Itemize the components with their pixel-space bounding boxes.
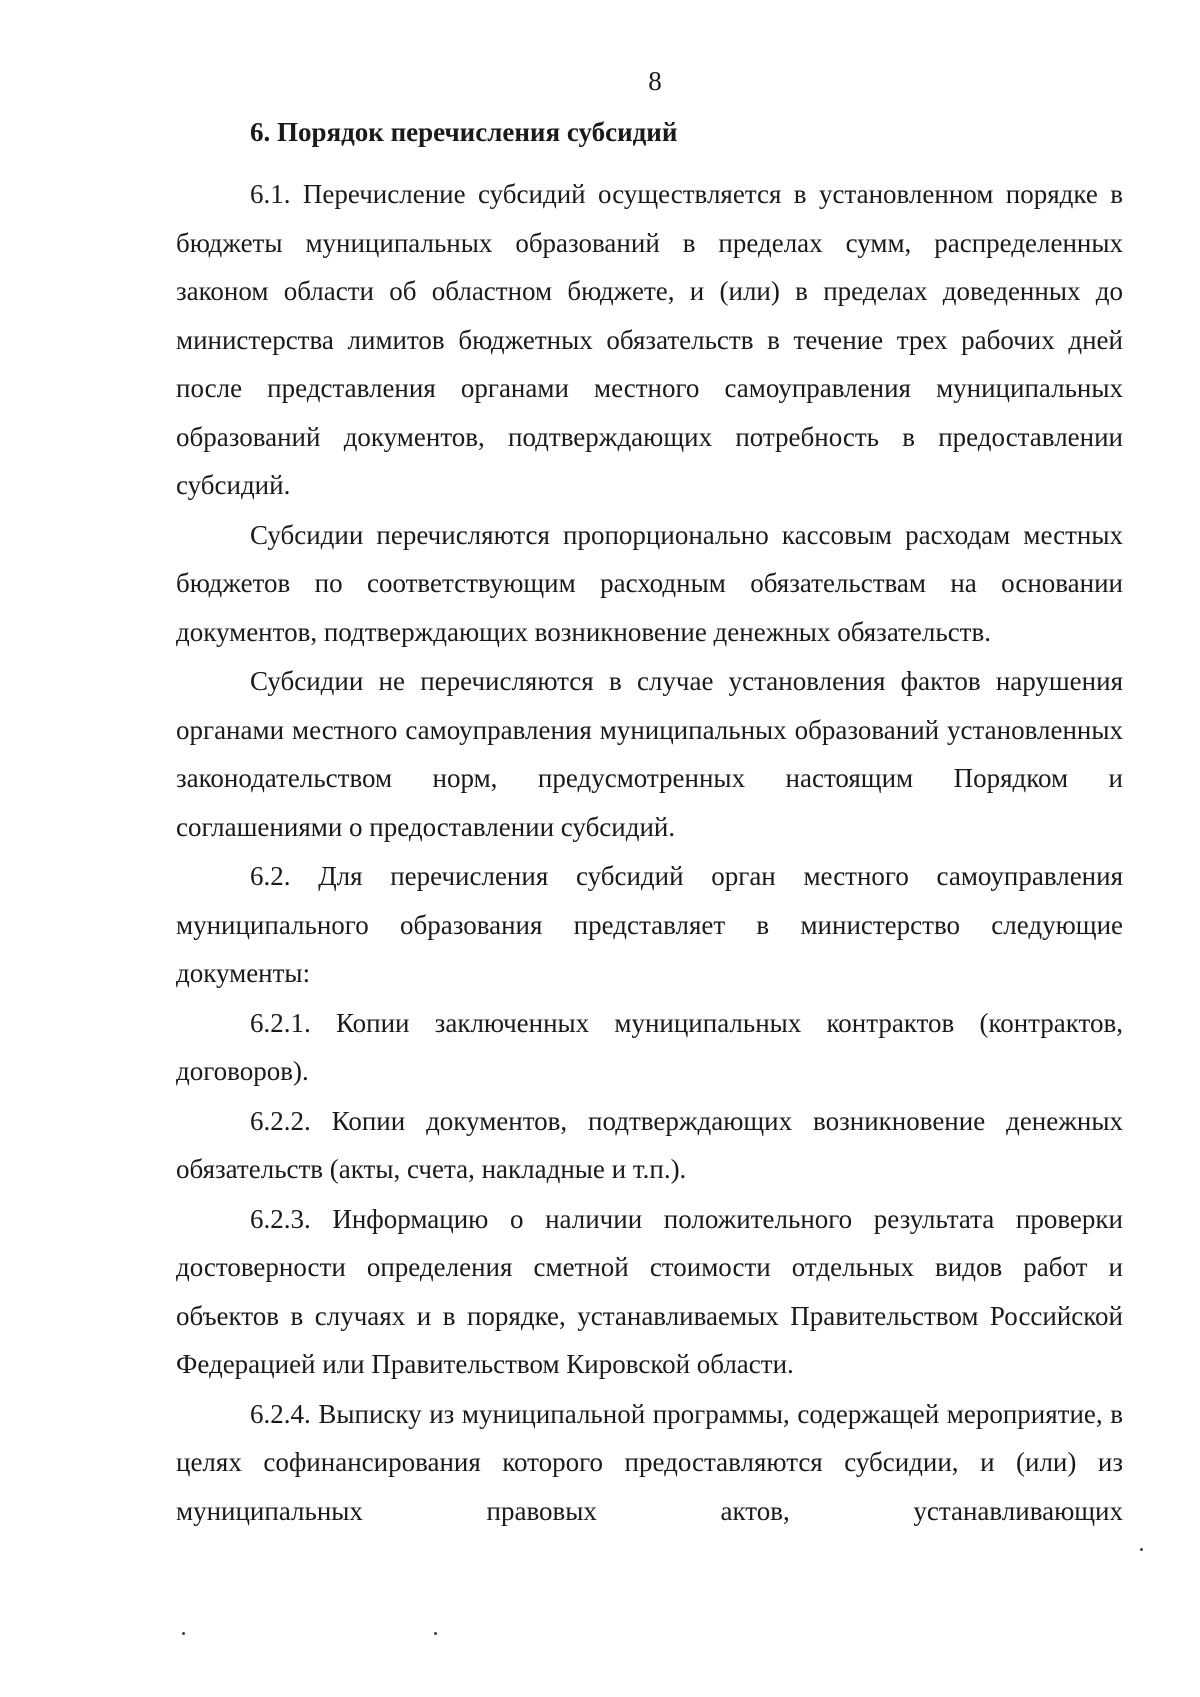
paragraph-6-2-2: 6.2.2. Копии документов, подтверждающих возникновение денежных обязательств (акты, счета, накладные и т.п.). [176,1105,1123,1184]
scan-speck [1140,1548,1143,1551]
paragraph-6-2-4: 6.2.4. Выписку из муниципальной программы, содержащей мероприятие, в целях софинансирования которого предоставляются субсидии, и (или) из муниципальных правовых актов, устанавливающих [176,1398,1123,1526]
paragraph-6-2-3: 6.2.3. Информацию о наличии положительного результата проверки достоверности определения сметной стоимости отдельных видов работ и объектов в случаях и в порядке, устанавливаемых Правительством Российской Федерацией или Правительством Кировской области. [176,1203,1123,1379]
paragraph-subsidies-not-transferred: Субсидии не перечисляются в случае установления фактов нарушения органами местного самоуправления муниципальных образований установленных законодательством норм, предусмотренных настоящим Порядком и соглашениями о предоставлении субсидий. [176,666,1123,842]
paragraph-6-1: 6.1. Перечисление субсидий осуществляется в установленном порядке в бюджеты муниципальных образований в пределах сумм, распределенных законом области об областном бюджете, и (или) в пределах доведенных до министерства лимитов бюджетных обязательств в течение трех рабочих дней после представления органами местного самоуправления муниципальных образований документов, подтверждающих потребность в предоставлении субсидий. [176,179,1123,500]
paragraph-subsidies-transfer: Субсидии перечисляются пропорционально кассовым расходам местных бюджетов по соответствующим расходным обязательствам на основании документов, подтверждающих возникновение денежных обязательств. [176,519,1123,647]
scan-speck [182,1632,185,1635]
paragraph-6-2: 6.2. Для перечисления субсидий орган местного самоуправления муниципального образования представляет в министерство следующие документы: [176,861,1123,988]
section-heading: 6. Порядок перечисления субсидий [250,117,678,147]
page-number: 8 [648,66,662,96]
document-body [176,110,1123,1536]
scan-speck [434,1632,437,1635]
paragraph-6-2-1: 6.2.1. Копии заключенных муниципальных контрактов (контрактов, договоров). [176,1007,1123,1086]
